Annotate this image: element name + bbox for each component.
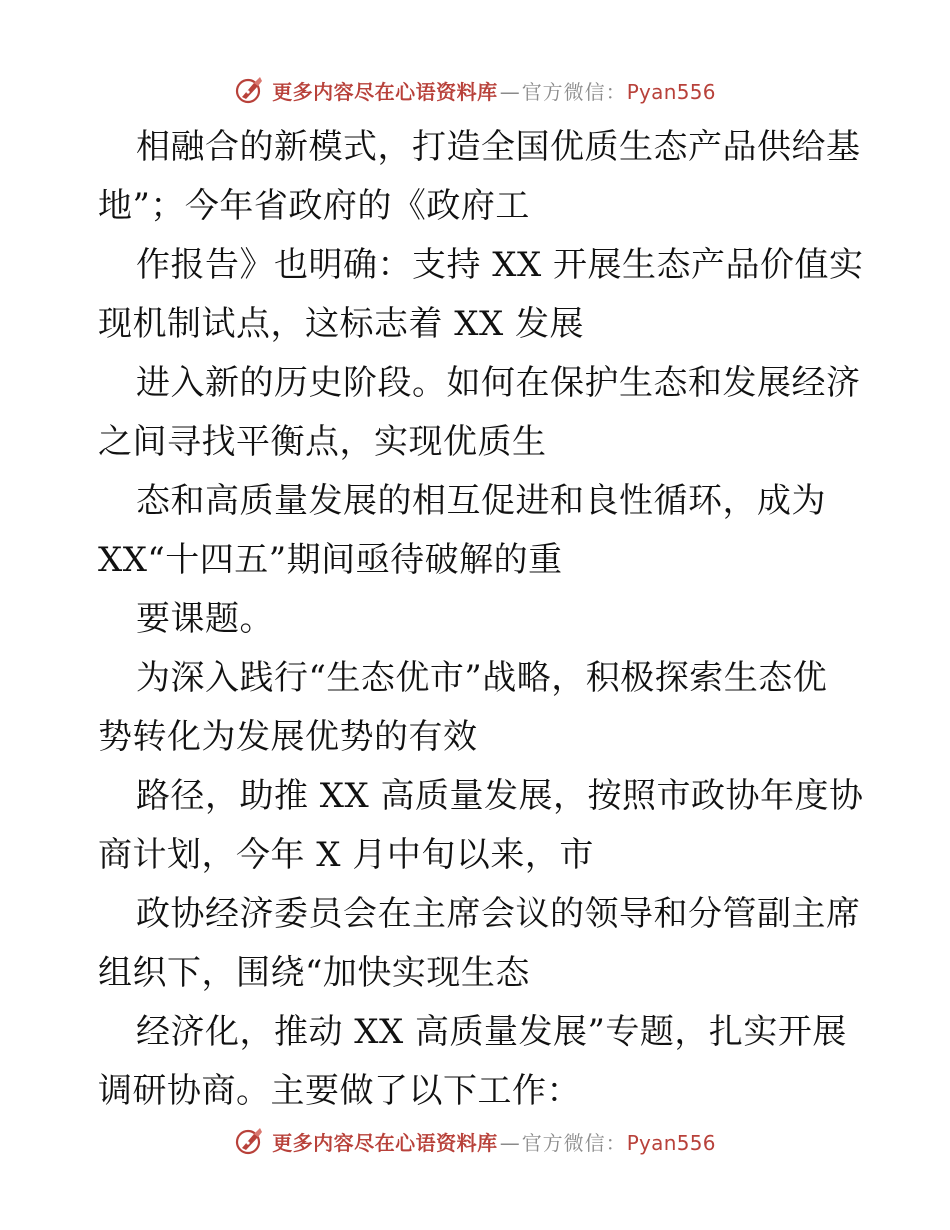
text-line: 相融合的新模式，打造全国优质生态产品供给基 — [136, 127, 861, 167]
watermark-main-text: 更多内容尽在心语资料库 — [272, 1130, 498, 1155]
text-line: 要课题。 — [136, 599, 274, 639]
watermark-separator: — — [499, 1130, 520, 1155]
watermark-wechat-id: Pyan556 — [626, 79, 716, 104]
fountain-pen-circle-icon — [234, 1126, 264, 1156]
text-line: XX“十四五”期间亟待破解的重 — [98, 540, 563, 580]
text-line: 态和高质量发展的相互促进和良性循环，成为 — [136, 481, 826, 521]
footer-watermark — [0, 1121, 950, 1161]
text-line: 为深入践行“生态优市”战略，积极探索生态优 — [136, 658, 828, 698]
text-line: 组织下，围绕“加快实现生态 — [98, 953, 530, 993]
text-line: 进入新的历史阶段。如何在保护生态和发展经济 — [136, 363, 861, 403]
text-line: 地”；今年省政府的《政府工 — [98, 186, 530, 226]
text-line: 商计划，今年 X 月中旬以来，市 — [98, 835, 594, 875]
text-line: 调研协商。主要做了以下工作： — [98, 1071, 581, 1111]
watermark-main-text: 更多内容尽在心语资料库 — [272, 79, 498, 104]
text-line: 之间寻找平衡点，实现优质生 — [98, 422, 547, 462]
text-line: 路径，助推 XX 高质量发展，按照市政协年度协 — [136, 776, 864, 816]
watermark-label: 官方微信： — [521, 1130, 627, 1155]
text-line: 现机制试点，这标志着 XX 发展 — [98, 304, 585, 344]
watermark-label: 官方微信： — [521, 79, 627, 104]
header-watermark — [0, 70, 950, 110]
text-line: 势转化为发展优势的有效 — [98, 717, 478, 757]
watermark-wechat-id: Pyan556 — [626, 1130, 716, 1155]
watermark-separator: — — [499, 79, 520, 104]
fountain-pen-circle-icon — [234, 75, 264, 105]
text-line: 经济化，推动 XX 高质量发展”专题，扎实开展 — [136, 1012, 847, 1052]
text-line: 政协经济委员会在主席会议的领导和分管副主席 — [136, 894, 861, 934]
text-line: 作报告》也明确：支持 XX 开展生态产品价值实 — [136, 245, 864, 285]
